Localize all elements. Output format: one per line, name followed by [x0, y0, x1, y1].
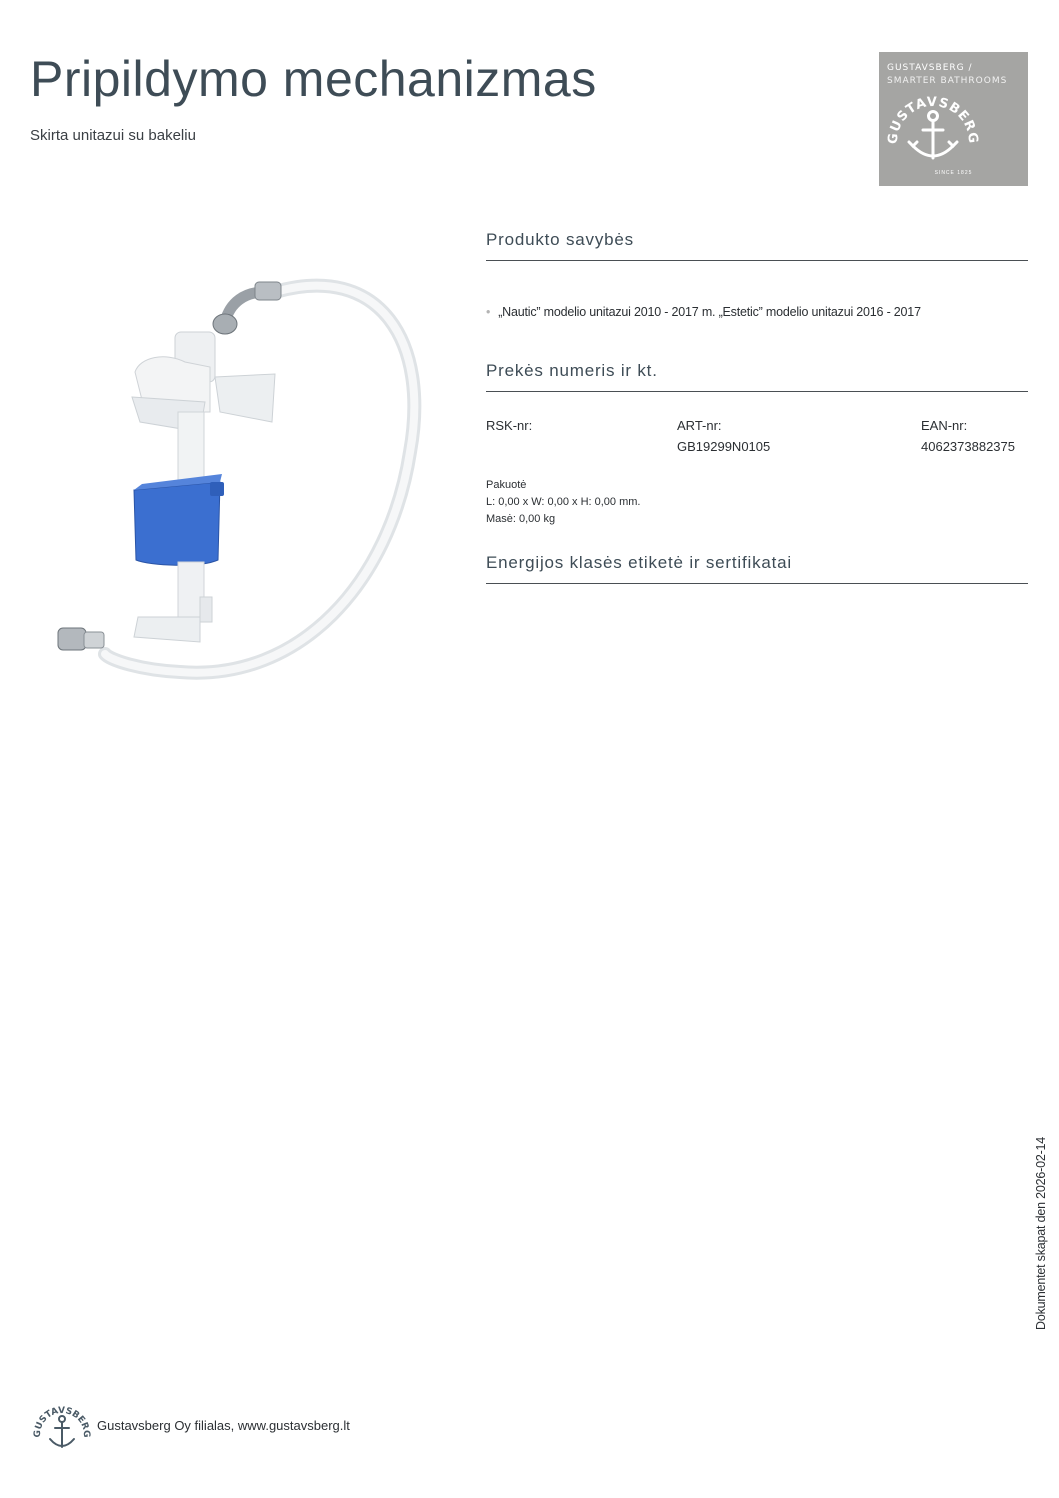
energy-section-title: Energijos klasės etiketė ir sertifikatai [486, 553, 1028, 584]
features-section-title: Produkto savybės [486, 230, 1028, 261]
anchor-icon [883, 86, 983, 170]
brand-name: GUSTAVSBERG / [887, 63, 973, 73]
feature-text: „Nautic” modelio unitazui 2010 - 2017 m. „Estetic” modelio unitazui 2016 - 2017 [498, 305, 921, 319]
packaging-block [486, 477, 640, 528]
art-block [677, 415, 770, 457]
brand-tagline [887, 62, 1007, 88]
list-item [486, 305, 921, 319]
rsk-label: RSK-nr: [486, 418, 533, 433]
brand-slogan: SMARTER BATHROOMS [887, 76, 1008, 86]
seal-text: GUSTAVSBERG [885, 94, 981, 145]
footer-text: Gustavsberg Oy filialas, www.gustavsberg.lt [97, 1418, 350, 1433]
footer-logo-text: GUSTAVSBERG [33, 1405, 91, 1438]
rsk-block [486, 415, 532, 436]
packaging-dimensions: L: 0,00 x W: 0,00 x H: 0,00 mm. [486, 496, 641, 508]
bullet-icon: • [486, 305, 491, 319]
feature-list [486, 305, 921, 319]
product-image [50, 262, 430, 692]
page-title: Pripildymo mechanizmas [30, 51, 597, 107]
brand-logo [879, 52, 1028, 186]
brand-since: SINCE 1825 [934, 170, 973, 176]
footer-anchor-icon [33, 1397, 91, 1455]
ean-block [921, 415, 1015, 457]
ids-section-title: Prekės numeris ir kt. [486, 361, 1028, 392]
art-value: GB19299N0105 [677, 439, 771, 454]
document-created-date: Dokumentet skapat den 2026-02-14 [1034, 1136, 1048, 1330]
page-subtitle: Skirta unitazui su bakeliu [30, 127, 196, 144]
ean-value: 4062373882375 [921, 439, 1015, 454]
art-label: ART-nr: [677, 418, 722, 433]
ean-label: EAN-nr: [921, 418, 968, 433]
packaging-weight: Masė: 0,00 kg [486, 513, 556, 525]
packaging-label: Pakuotė [486, 479, 527, 491]
